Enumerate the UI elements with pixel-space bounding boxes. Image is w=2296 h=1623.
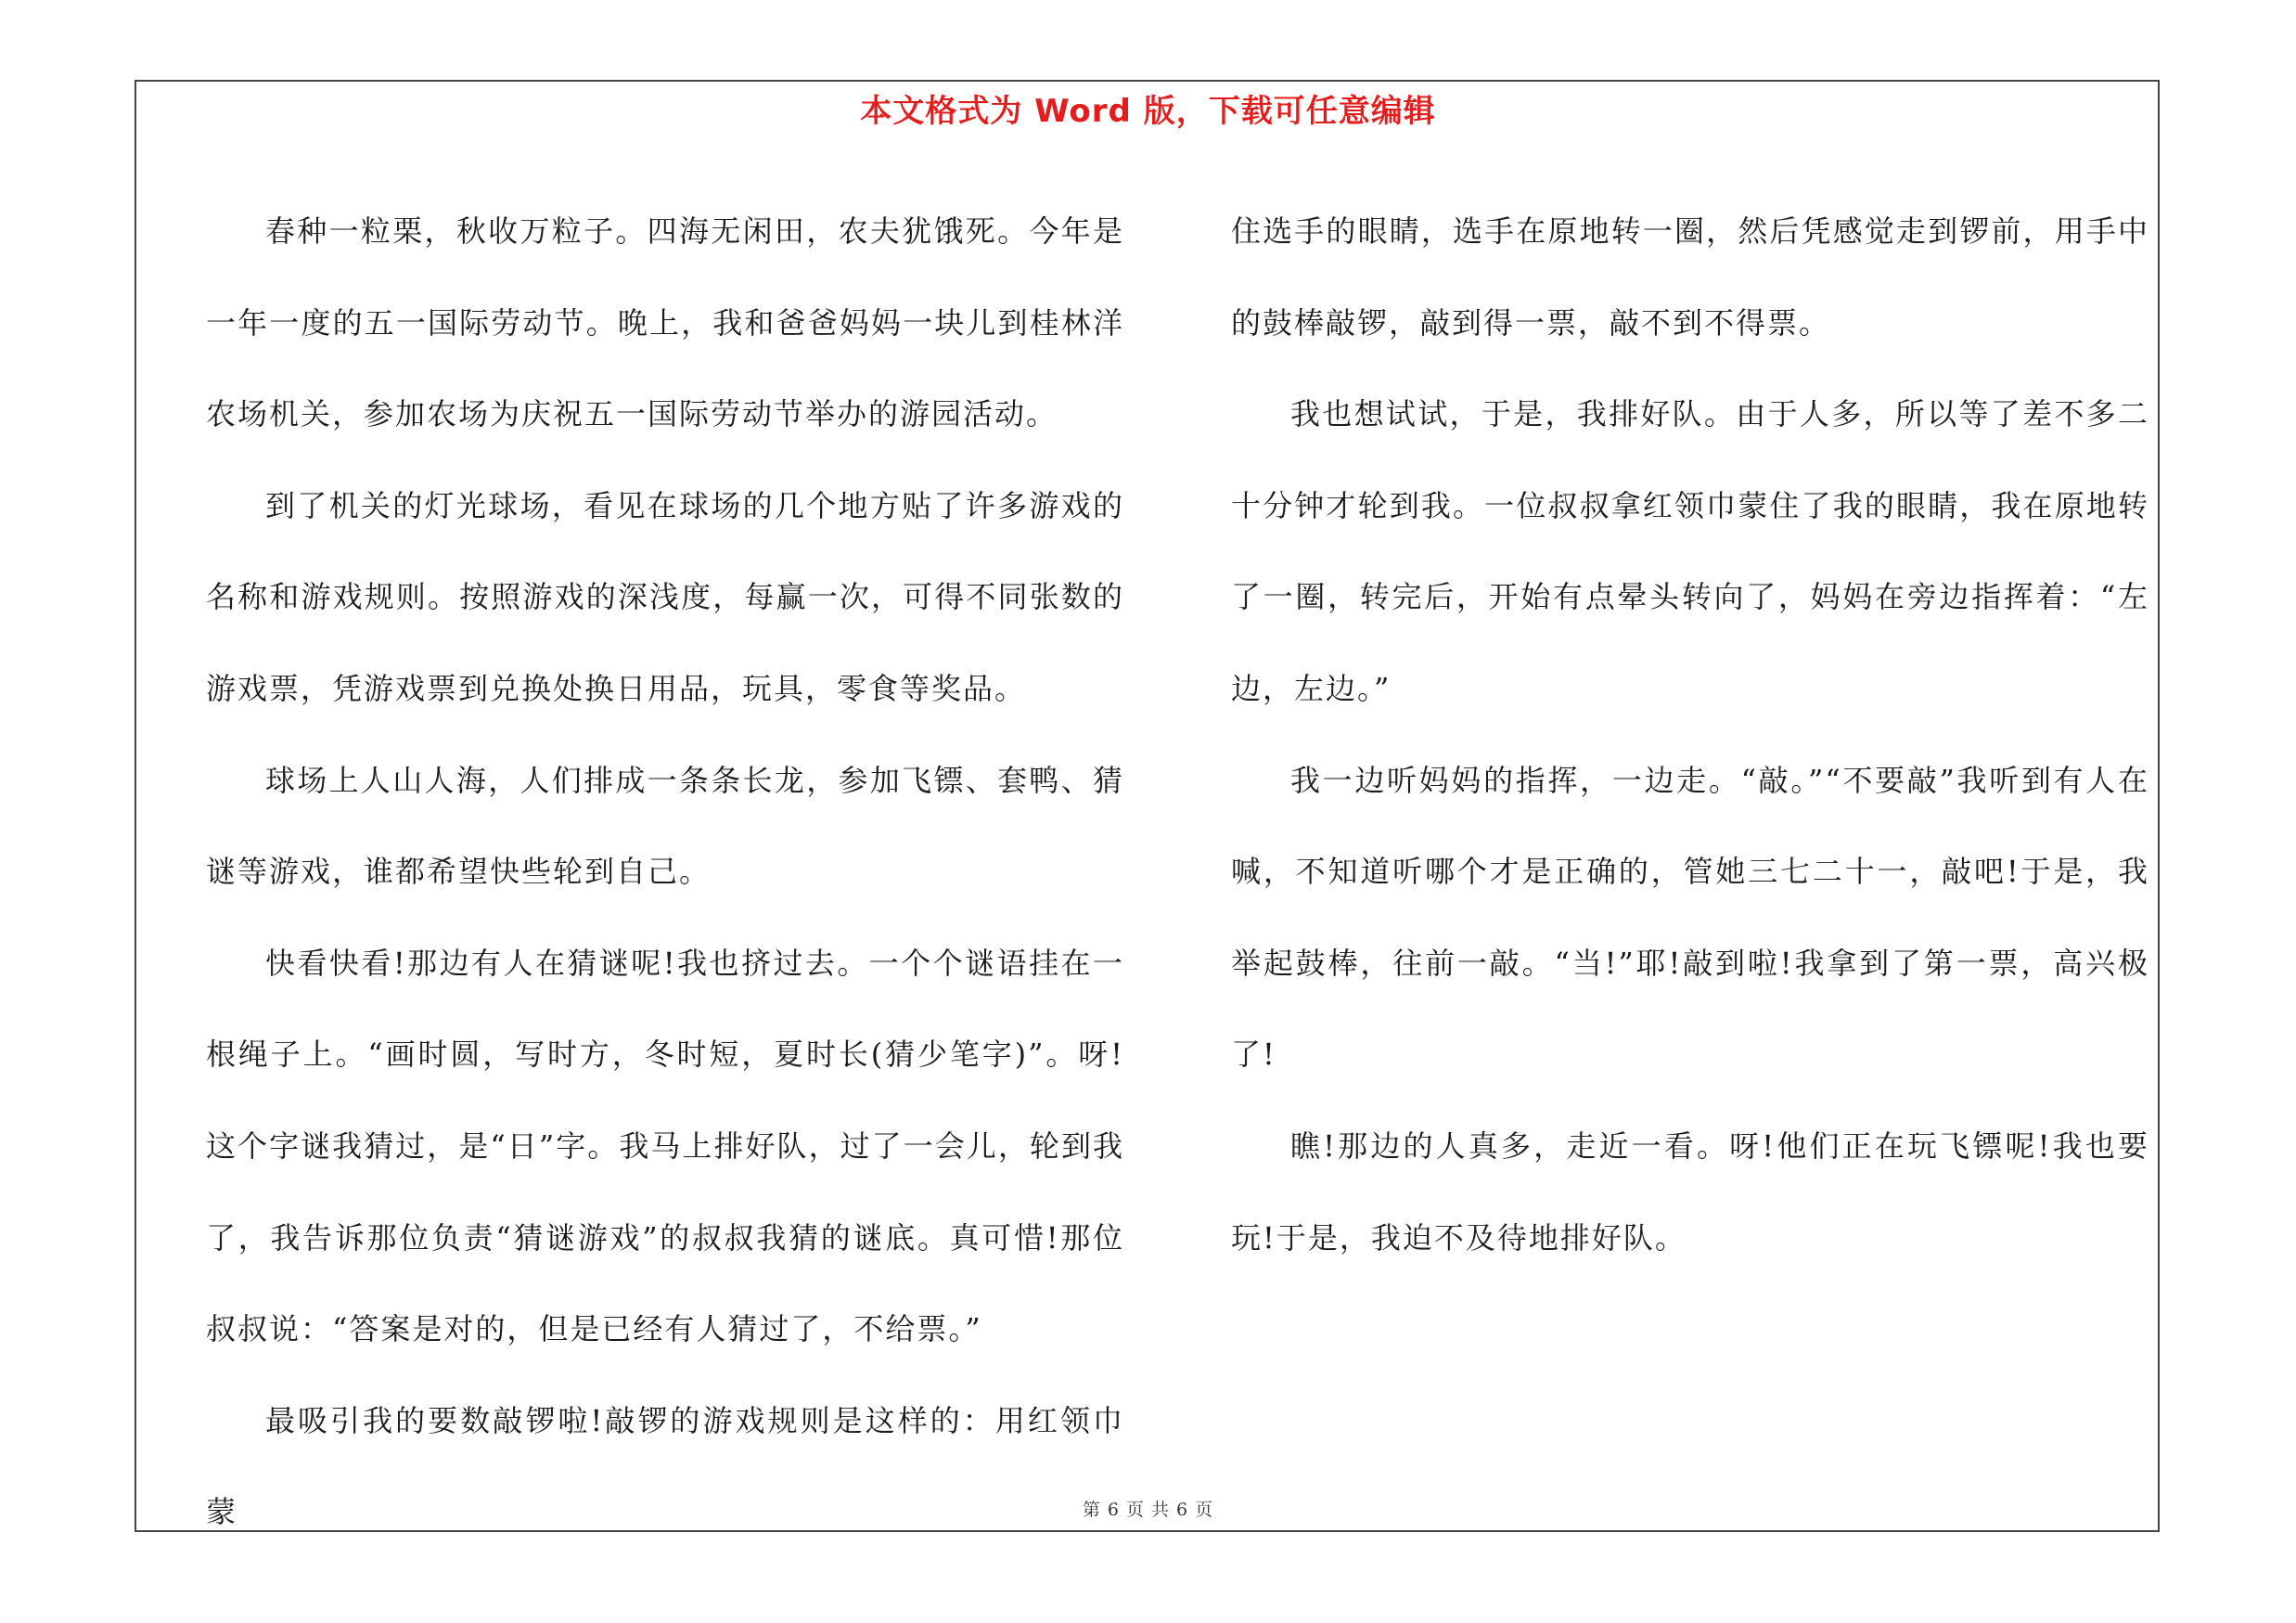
left-column — [206, 186, 1124, 1558]
paragraph: 到了机关的灯光球场，看见在球场的几个地方贴了许多游戏的名称和游戏规则。按照游戏的深浅度，每赢一次，可得不同张数的游戏票，凭游戏票到兑换处换日用品，玩具，零食等奖品。 — [206, 487, 1124, 706]
right-column — [1231, 186, 2149, 1283]
format-banner: 本文格式为 Word 版，下载可任意编辑 — [860, 93, 1436, 130]
paragraph: 最吸引我的要数敲锣啦!敲锣的游戏规则是这样的：用红领巾蒙 — [206, 1402, 1124, 1530]
paragraph-continuation: 住选手的眼睛，选手在原地转一圈，然后凭感觉走到锣前，用手中的鼓棒敲锣，敲到得一票，敲不到不得票。 — [1231, 213, 2149, 341]
paragraph: 快看快看!那边有人在猜谜呢!我也挤过去。一个个谜语挂在一根绳子上。“画时圆，写时方，冬时短，夏时长(猜少笔字)”。呀!这个字谜我猜过，是“日”字。我马上排好队，过了一会儿，轮到我了，我告诉那位负责“猜谜游戏”的叔叔我猜的谜底。真可惜!那位叔叔说：“答案是对的，但是已经有人猜过了，不给票。” — [206, 945, 1124, 1347]
paragraph: 春种一粒栗，秋收万粒子。四海无闲田，农夫犹饿死。今年是一年一度的五一国际劳动节。晚上，我和爸爸妈妈一块儿到桂林洋农场机关，参加农场为庆祝五一国际劳动节举办的游园活动。 — [206, 213, 1124, 432]
paragraph: 球场上人山人海，人们排成一条条长龙，参加飞镖、套鸭、猜谜等游戏，谁都希望快些轮到自己。 — [206, 762, 1124, 890]
paragraph: 瞧!那边的人真多，走近一看。呀!他们正在玩飞镖呢!我也要玩!于是，我迫不及待地排好队。 — [1231, 1127, 2149, 1256]
paragraph: 我一边听妈妈的指挥，一边走。“敲。”“不要敲”我听到有人在喊，不知道听哪个才是正确的，管她三七二十一，敲吧!于是，我举起鼓棒，往前一敲。“当!”耶!敲到啦!我拿到了第一票，高兴极了! — [1231, 762, 2149, 1073]
paragraph: 我也想试试，于是，我排好队。由于人多，所以等了差不多二十分钟才轮到我。一位叔叔拿红领巾蒙住了我的眼睛，我在原地转了一圈，转完后，开始有点晕头转向了，妈妈在旁边指挥着：“左边，左边。” — [1231, 396, 2149, 706]
page-number: 第 6 页 共 6 页 — [1082, 1500, 1214, 1520]
